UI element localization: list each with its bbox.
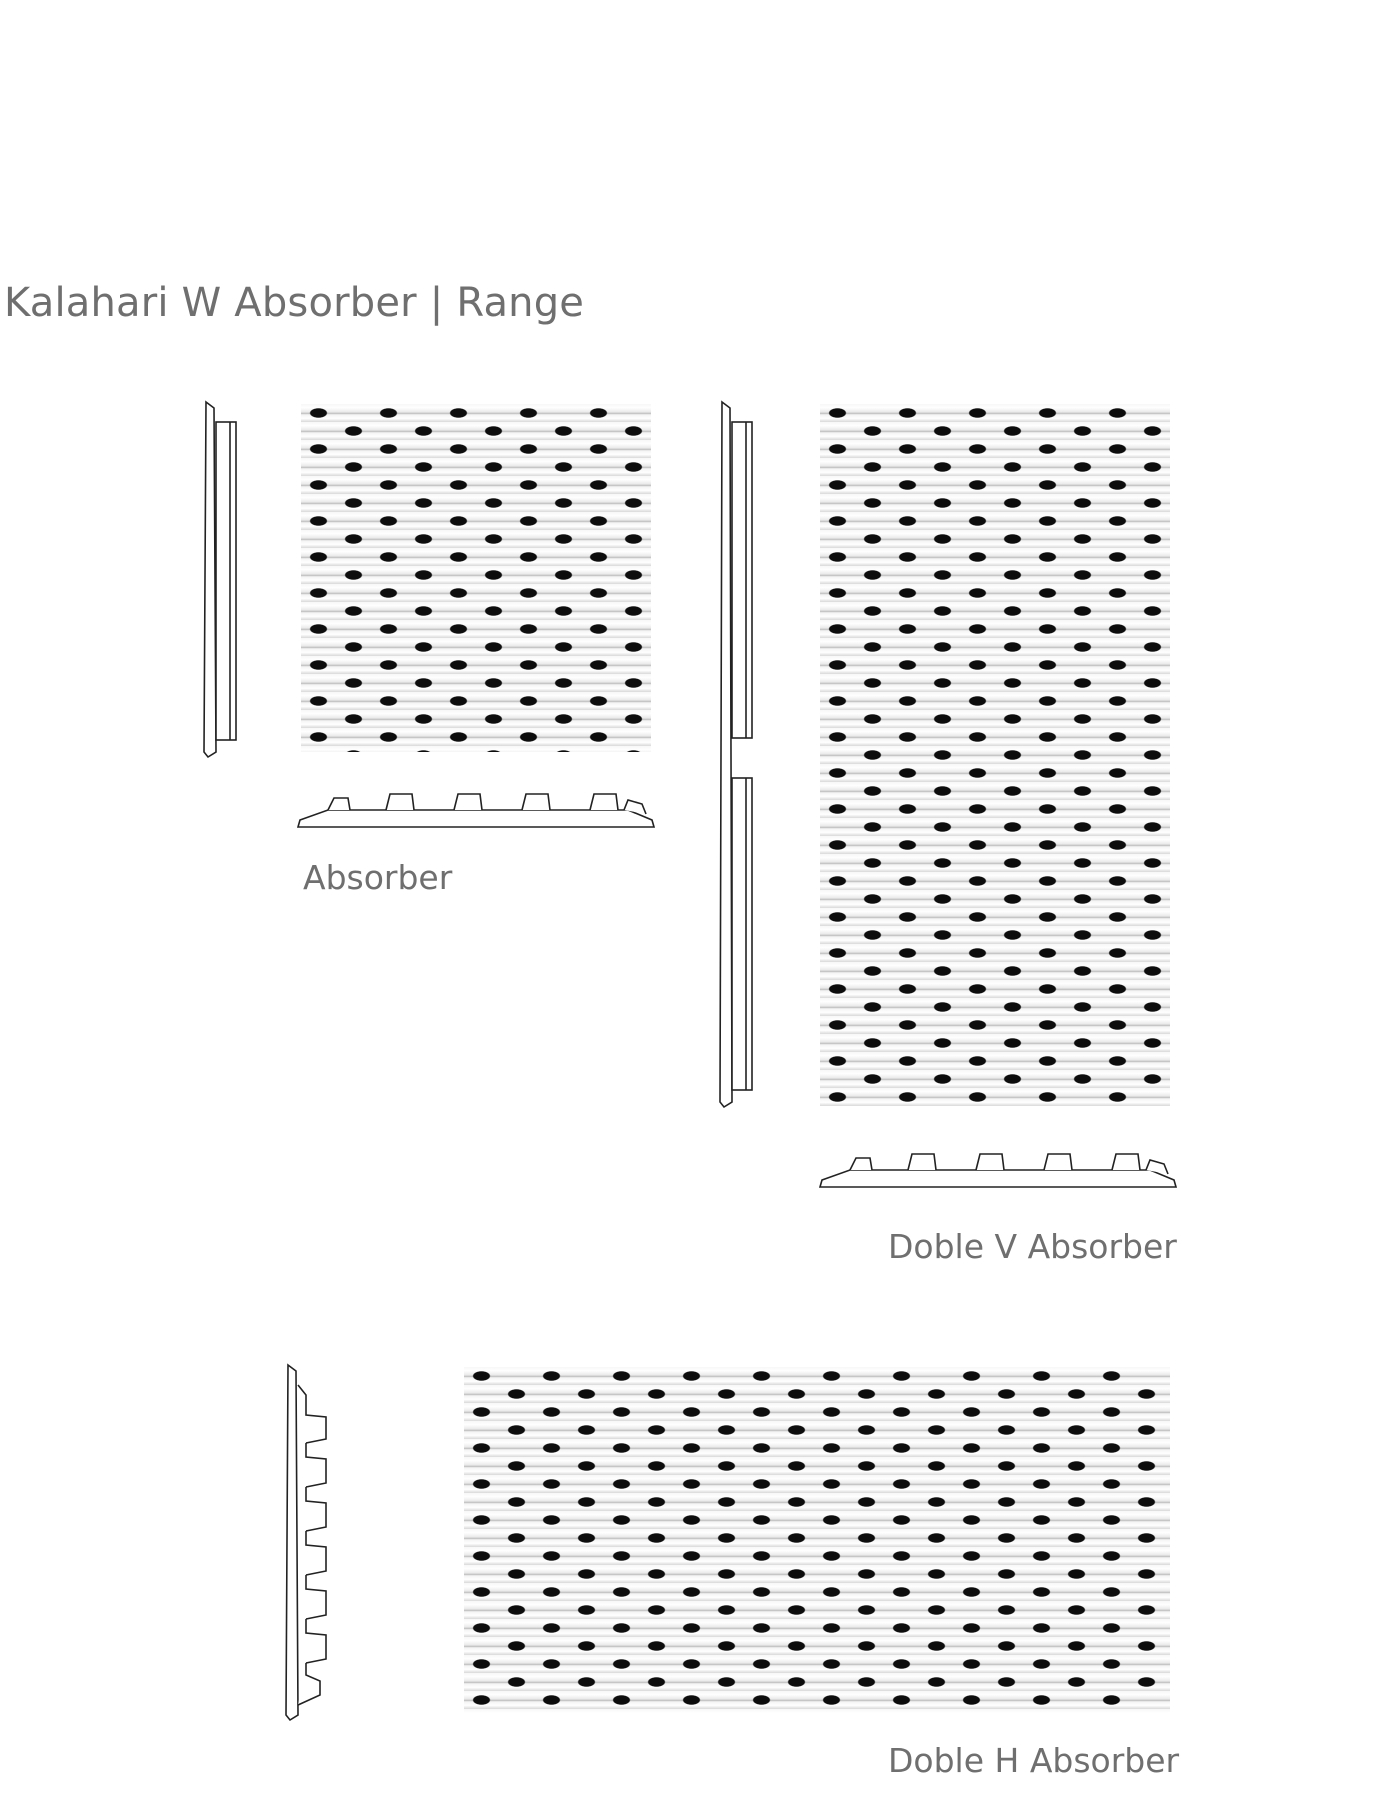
- doble-v-side-profile: [720, 402, 762, 1108]
- absorber-caption: Absorber: [303, 858, 453, 897]
- doble-v-caption: Doble V Absorber: [888, 1227, 1177, 1266]
- absorber-bottom-profile: [298, 790, 656, 830]
- page-title: Kalahari W Absorber | Range: [4, 280, 585, 326]
- doble-v-bottom-profile: [820, 1150, 1178, 1190]
- absorber-side-profile: [204, 402, 246, 758]
- doble-h-side-profile: [286, 1365, 334, 1721]
- doble-h-panel-image: [464, 1367, 1170, 1713]
- doble-h-caption: Doble H Absorber: [888, 1741, 1180, 1780]
- absorber-panel-image: [301, 404, 651, 752]
- doble-v-panel-image: [820, 404, 1170, 1106]
